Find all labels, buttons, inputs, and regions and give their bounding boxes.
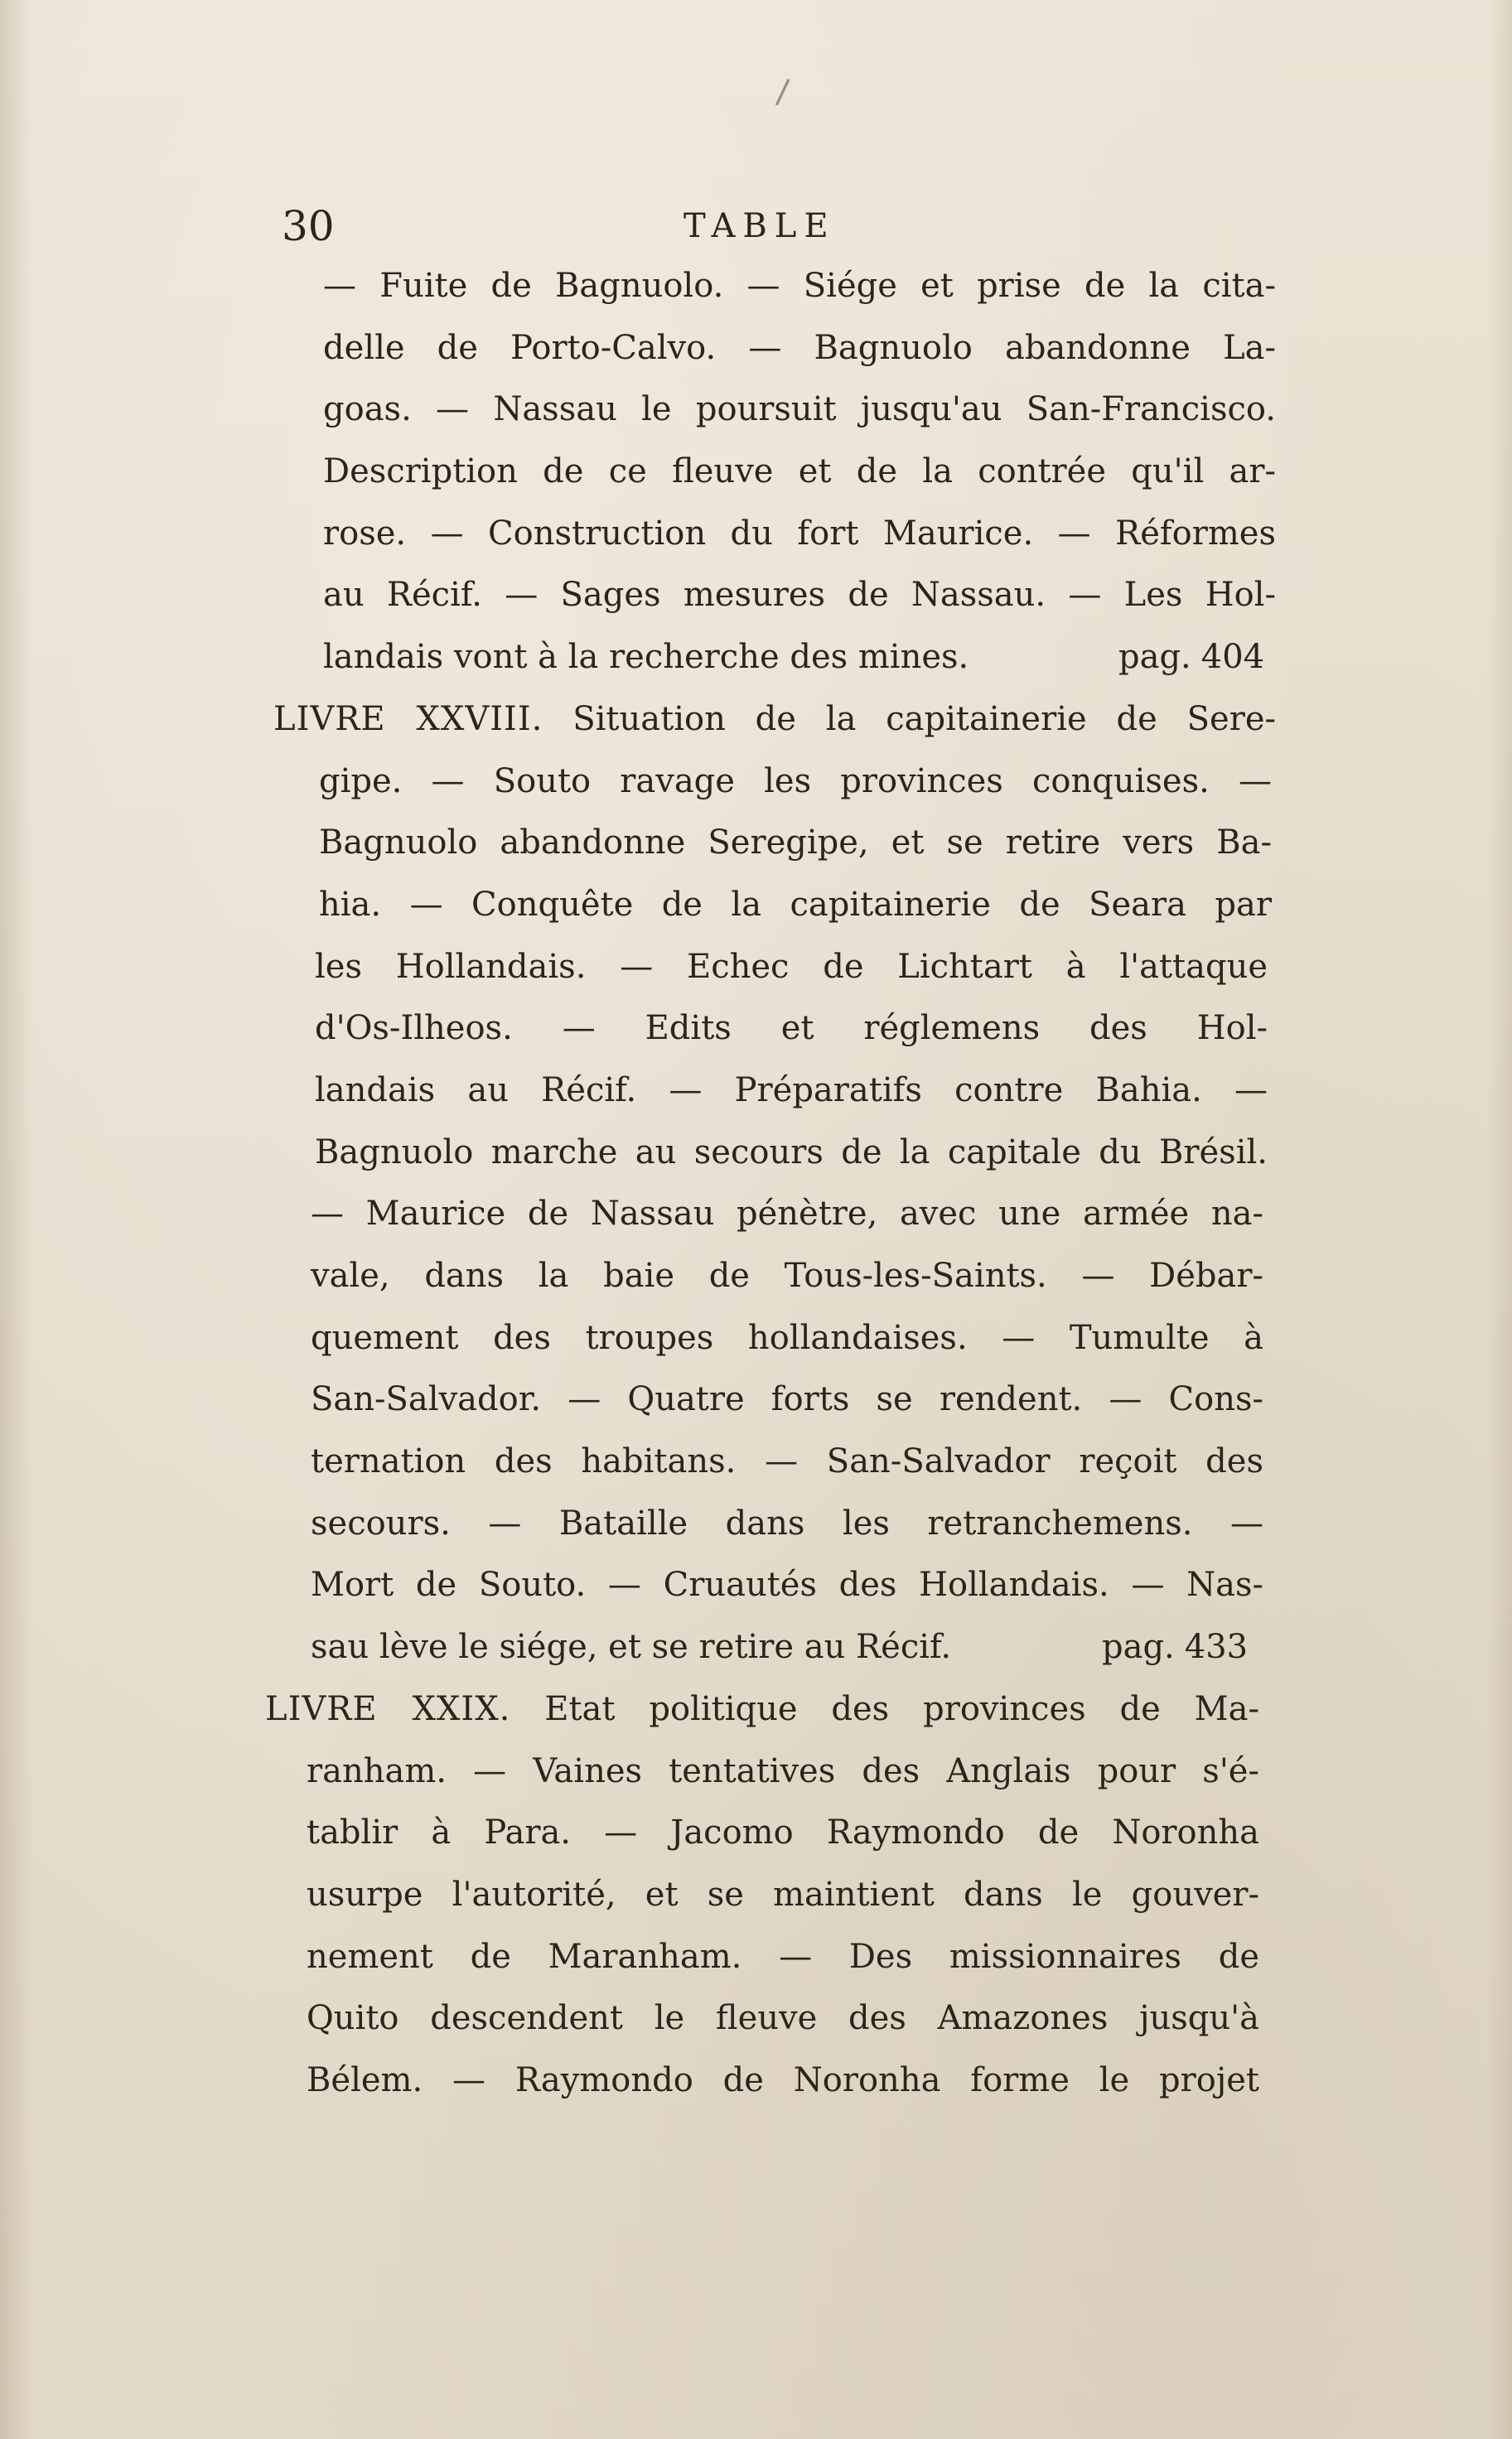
line-text: landais vont à la recherche des mines. <box>323 638 969 677</box>
running-head: TABLE <box>684 207 836 245</box>
line-text: Quito descendent le fleuve des Amazones jusqu'à <box>307 1999 1259 2038</box>
text-line <box>265 441 1292 503</box>
line-text: hia. — Conquête de la capitainerie de Seara par <box>319 885 1272 924</box>
line-text: nement de Maranham. — Des missionnaires de <box>307 1937 1259 1976</box>
page-reference-label: pag. <box>1102 1628 1175 1667</box>
line-text: rose. — Construction du fort Maurice. — Réformes <box>323 514 1276 553</box>
line-text: delle de Porto-Calvo. — Bagnuolo abandonne La- <box>323 328 1276 367</box>
text-line <box>265 1678 1292 1741</box>
text-line <box>265 1060 1292 1122</box>
text-line <box>265 503 1292 565</box>
text-line <box>265 1926 1292 1988</box>
line-text: ternation des habitans. — San-Salvador reçoit des <box>311 1442 1263 1481</box>
line-text: usurpe l'autorité, et se maintient dans le gouver- <box>307 1875 1259 1914</box>
text-line <box>265 751 1292 813</box>
text-line <box>265 379 1292 441</box>
line-text: Description de ce fleuve et de la contrée qu'il ar- <box>323 452 1276 491</box>
line-text: Mort de Souto. — Cruautés des Hollandais. — Nas- <box>311 1566 1263 1605</box>
line-text: Bélem. — Raymondo de Noronha forme le projet <box>307 2060 1259 2099</box>
text-line <box>265 688 1292 751</box>
line-text: quement des troupes hollandaises. — Tumulte à <box>311 1318 1263 1357</box>
text-line <box>265 626 1292 688</box>
line-text <box>265 1678 1259 1741</box>
text-line <box>265 564 1292 626</box>
text-line <box>265 997 1292 1060</box>
text-line <box>265 874 1292 936</box>
line-text: landais au Récif. — Préparatifs contre Bahia. — <box>315 1070 1268 1109</box>
page-number: 30 <box>282 202 335 250</box>
text-line <box>265 936 1292 998</box>
line-text: — Maurice de Nassau pénètre, avec une armée na- <box>311 1195 1263 1234</box>
line-text: vale, dans la baie de Tous-les-Saints. — Débar- <box>311 1257 1263 1295</box>
page-reference <box>1102 1616 1248 1678</box>
text-line <box>265 1493 1292 1555</box>
line-text <box>273 688 1276 751</box>
text-line <box>265 1307 1292 1369</box>
text-line <box>265 1122 1292 1184</box>
line-text: au Récif. — Sages mesures de Nassau. — Les Hol- <box>323 576 1276 615</box>
line-text: Bagnuolo marche au secours de la capitale du Brésil. <box>315 1133 1268 1171</box>
page-header <box>282 197 1284 255</box>
page-reference-label: pag. <box>1118 638 1191 677</box>
line-text: ranham. — Vaines tentatives des Anglais pour s'é- <box>307 1751 1259 1790</box>
line-text: secours. — Bataille dans les retranchemens. — <box>311 1504 1263 1543</box>
text-line <box>265 317 1292 379</box>
table-of-contents-text <box>265 255 1292 2112</box>
text-line <box>265 2050 1292 2112</box>
pencil-mark: / <box>774 72 791 112</box>
text-line <box>265 1802 1292 1864</box>
livre-heading: LIVRE XXVIII. <box>273 699 543 738</box>
line-text: San-Salvador. — Quatre forts se rendent. — Cons- <box>311 1380 1263 1419</box>
text-line <box>265 1431 1292 1493</box>
text-line <box>265 1987 1292 2050</box>
page-reference <box>1118 626 1264 688</box>
line-text: — Fuite de Bagnuolo. — Siége et prise de la cita- <box>323 267 1276 305</box>
line-text: tablir à Para. — Jacomo Raymondo de Noronha <box>307 1814 1259 1852</box>
text-line <box>265 1369 1292 1431</box>
text-line <box>265 1245 1292 1307</box>
text-line <box>265 1183 1292 1245</box>
line-text: Bagnuolo abandonne Seregipe, et se retire vers Ba- <box>319 823 1272 862</box>
text-line <box>265 1554 1292 1616</box>
livre-summary: Situation de la capitainerie de Sere- <box>572 699 1277 738</box>
page-reference-number: 433 <box>1184 1628 1249 1667</box>
line-text: les Hollandais. — Echec de Lichtart à l'attaque <box>315 947 1268 986</box>
text-line <box>265 812 1292 874</box>
text-line <box>265 1616 1292 1678</box>
text-line <box>265 1741 1292 1803</box>
line-text: sau lève le siége, et se retire au Récif. <box>311 1628 952 1667</box>
line-text: gipe. — Souto ravage les provinces conquises. — <box>319 761 1272 800</box>
text-line <box>265 255 1292 317</box>
page-reference-number: 404 <box>1200 638 1265 677</box>
livre-summary: Etat politique des provinces de Ma- <box>544 1689 1259 1728</box>
line-text: goas. — Nassau le poursuit jusqu'au San-Francisco. <box>323 390 1276 429</box>
text-line <box>265 1864 1292 1926</box>
line-text: d'Os-Ilheos. — Edits et réglemens des Hol- <box>315 1009 1268 1048</box>
livre-heading: LIVRE XXIX. <box>265 1689 511 1728</box>
